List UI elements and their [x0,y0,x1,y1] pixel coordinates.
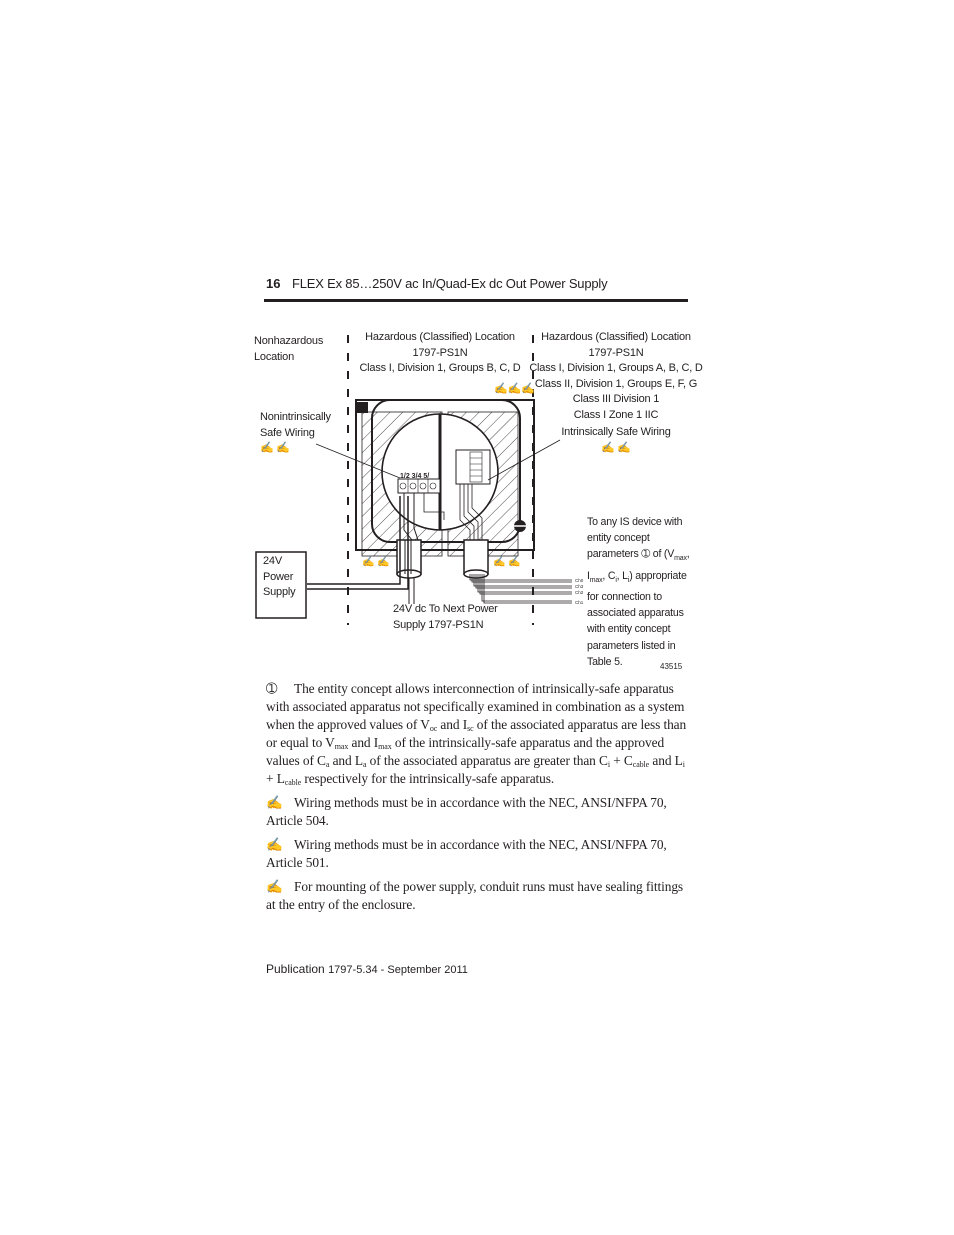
label-hazardous-left: Hazardous (Classified) Location 1797-PS1N Class I, Division 1, Groups B, C, D [359,331,521,374]
channel-label: Ch0 [575,578,584,583]
label-power-supply: 24V Power Supply [263,555,296,598]
footnote-marker: ✍ [266,795,283,810]
channel-label: Ch3 [575,584,584,589]
label-nonhazardous: Nonhazardous Location [254,335,324,363]
conduit-right [464,540,488,578]
footnote-article-504: ✍ Wiring methods must be in accordance with the NEC, ANSI/NFPA 70, Article 504. [266,795,667,828]
label-hazardous-right: Hazardous (Classified) Location 1797-PS1N Class I, Division 1, Groups A, B, C, D Class II, Division 1, Groups E, F, G Class III Division 1 Class I Zone 1 IIC [529,331,703,421]
conduit-note-marks: ✍ ✍ [362,557,390,568]
channel-label: Ch2 [575,590,584,595]
publication-footer: Publication 1797-5.34 - September 2011 [266,962,468,976]
running-header-title: FLEX Ex 85…250V ac In/Quad-Ex dc Out Power Supply [292,276,608,291]
conduit-note-marks: ✍ ✍ [493,557,521,568]
power-supply-enclosure [356,400,534,556]
footnote-marker: ✍ [266,879,283,894]
label-nonintrinsic-wiring: Nonintrinsically Safe Wiring ✍ ✍ [260,411,331,454]
figure-number: 43515 [660,662,683,671]
hazardous-left-note-marks: ✍✍✍ [494,383,536,395]
channel-label: Ch1 [575,600,584,605]
label-is-device: To any IS device with entity concept parameters ➀ of ($V_{max}$, $I_{max}$, $C_i$, $L_i$) appropriate for connection to associated apparatus with entity concept parameters listed in Table 5. [587,516,690,668]
footnote-article-501: ✍ Wiring methods must be in accordance with the NEC, ANSI/NFPA 70, Article 501. [266,837,667,870]
label-intrinsic-wiring: Intrinsically Safe Wiring ✍ ✍ [561,426,671,454]
footnote-marker: ✍ [266,837,283,852]
footnote-marker: ➀ [266,681,278,696]
is-channel-wires [470,574,572,603]
terminal-numbers: 1/2 3/4 5/ [400,473,430,480]
footnote-entity-concept: ➀ The entity concept allows interconnection of intrinsically-safe apparatus with associated apparatus not specifically examined in combination as a system when the approved values of $V_{oc}$ and $I_{sc}$ of the associated apparatus are less than or equal to $V_{max}$ and $I_{max}$ of the intrinsically-safe apparatus and the approved values of $C_a$ and $L_a$ of the associated apparatus are greater than $C_i + C_{cable}$ and $L_i + L_{cable}$ respectively for the intrinsically-safe apparatus. [266,681,687,787]
page-number: 16 [266,276,281,291]
footnote-sealing-fittings: ✍ For mounting of the power supply, conduit runs must have sealing fittings at the entry of the enclosure. [266,879,684,912]
label-next-power-supply: 24V dc To Next Power Supply 1797-PS1N [393,603,498,631]
